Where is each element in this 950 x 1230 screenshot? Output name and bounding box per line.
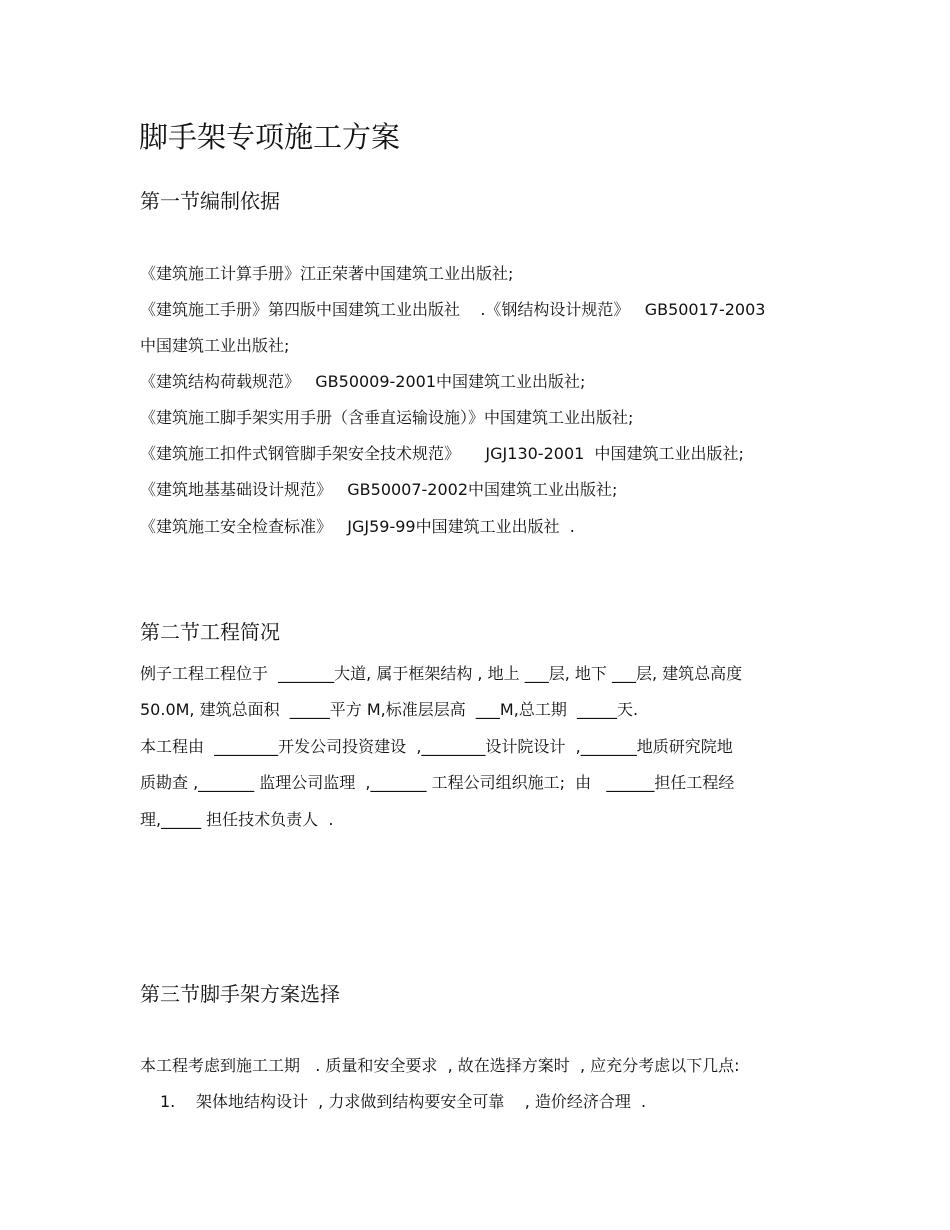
overview-line: 理,_____ 担任技术负责人 .: [140, 810, 334, 829]
section-heading-1: 第一节编制依据: [140, 189, 280, 213]
overview-line: 50.0M, 建筑总面积 _____平方 M,标准层层高 ___M,总工期 _____天.: [140, 700, 639, 719]
scheme-intro: 本工程考虑到施工工期 . 质量和安全要求 , 故在选择方案时 , 应充分考虑以下几点:: [140, 1056, 740, 1075]
reference-line: 《建筑施工安全检查标准》 JGJ59-99中国建筑工业出版社 .: [140, 517, 575, 536]
overview-line: 例子工程工程位于 _______大道, 属于框架结构 , 地上 ___层, 地下 ___层, 建筑总高度: [140, 664, 743, 683]
reference-line: 《建筑施工手册》第四版中国建筑工业出版社 .《钢结构设计规范》 GB50017-2003: [140, 300, 766, 319]
reference-line: 《建筑结构荷载规范》 GB50009-2001中国建筑工业出版社;: [140, 372, 586, 391]
reference-line: 《建筑施工计算手册》江正荣著中国建筑工业出版社;: [140, 264, 514, 283]
overview-line: 质勘查 ,_______ 监理公司监理 ,_______ 工程公司组织施工; 由 ______担任工程经: [140, 773, 735, 792]
reference-line: 《建筑施工扣件式钢管脚手架安全技术规范》 JGJ130-2001 中国建筑工业出版社;: [140, 444, 744, 463]
reference-line: 中国建筑工业出版社;: [140, 336, 290, 355]
list-item-text: 架体地结构设计 , 力求做到结构要安全可靠 , 造价经济合理 .: [196, 1092, 647, 1111]
list-item-number: 1.: [160, 1092, 176, 1111]
document-title: 脚手架专项施工方案: [139, 120, 401, 154]
section-heading-3: 第三节脚手架方案选择: [140, 982, 340, 1006]
reference-line: 《建筑施工脚手架实用手册（含垂直运输设施）》中国建筑工业出版社;: [140, 408, 634, 427]
section-heading-2: 第二节工程简况: [140, 620, 280, 644]
reference-line: 《建筑地基基础设计规范》 GB50007-2002中国建筑工业出版社;: [140, 480, 618, 499]
overview-line: 本工程由 ________开发公司投资建设 ,________设计院设计 ,_______地质研究院地: [140, 737, 733, 756]
